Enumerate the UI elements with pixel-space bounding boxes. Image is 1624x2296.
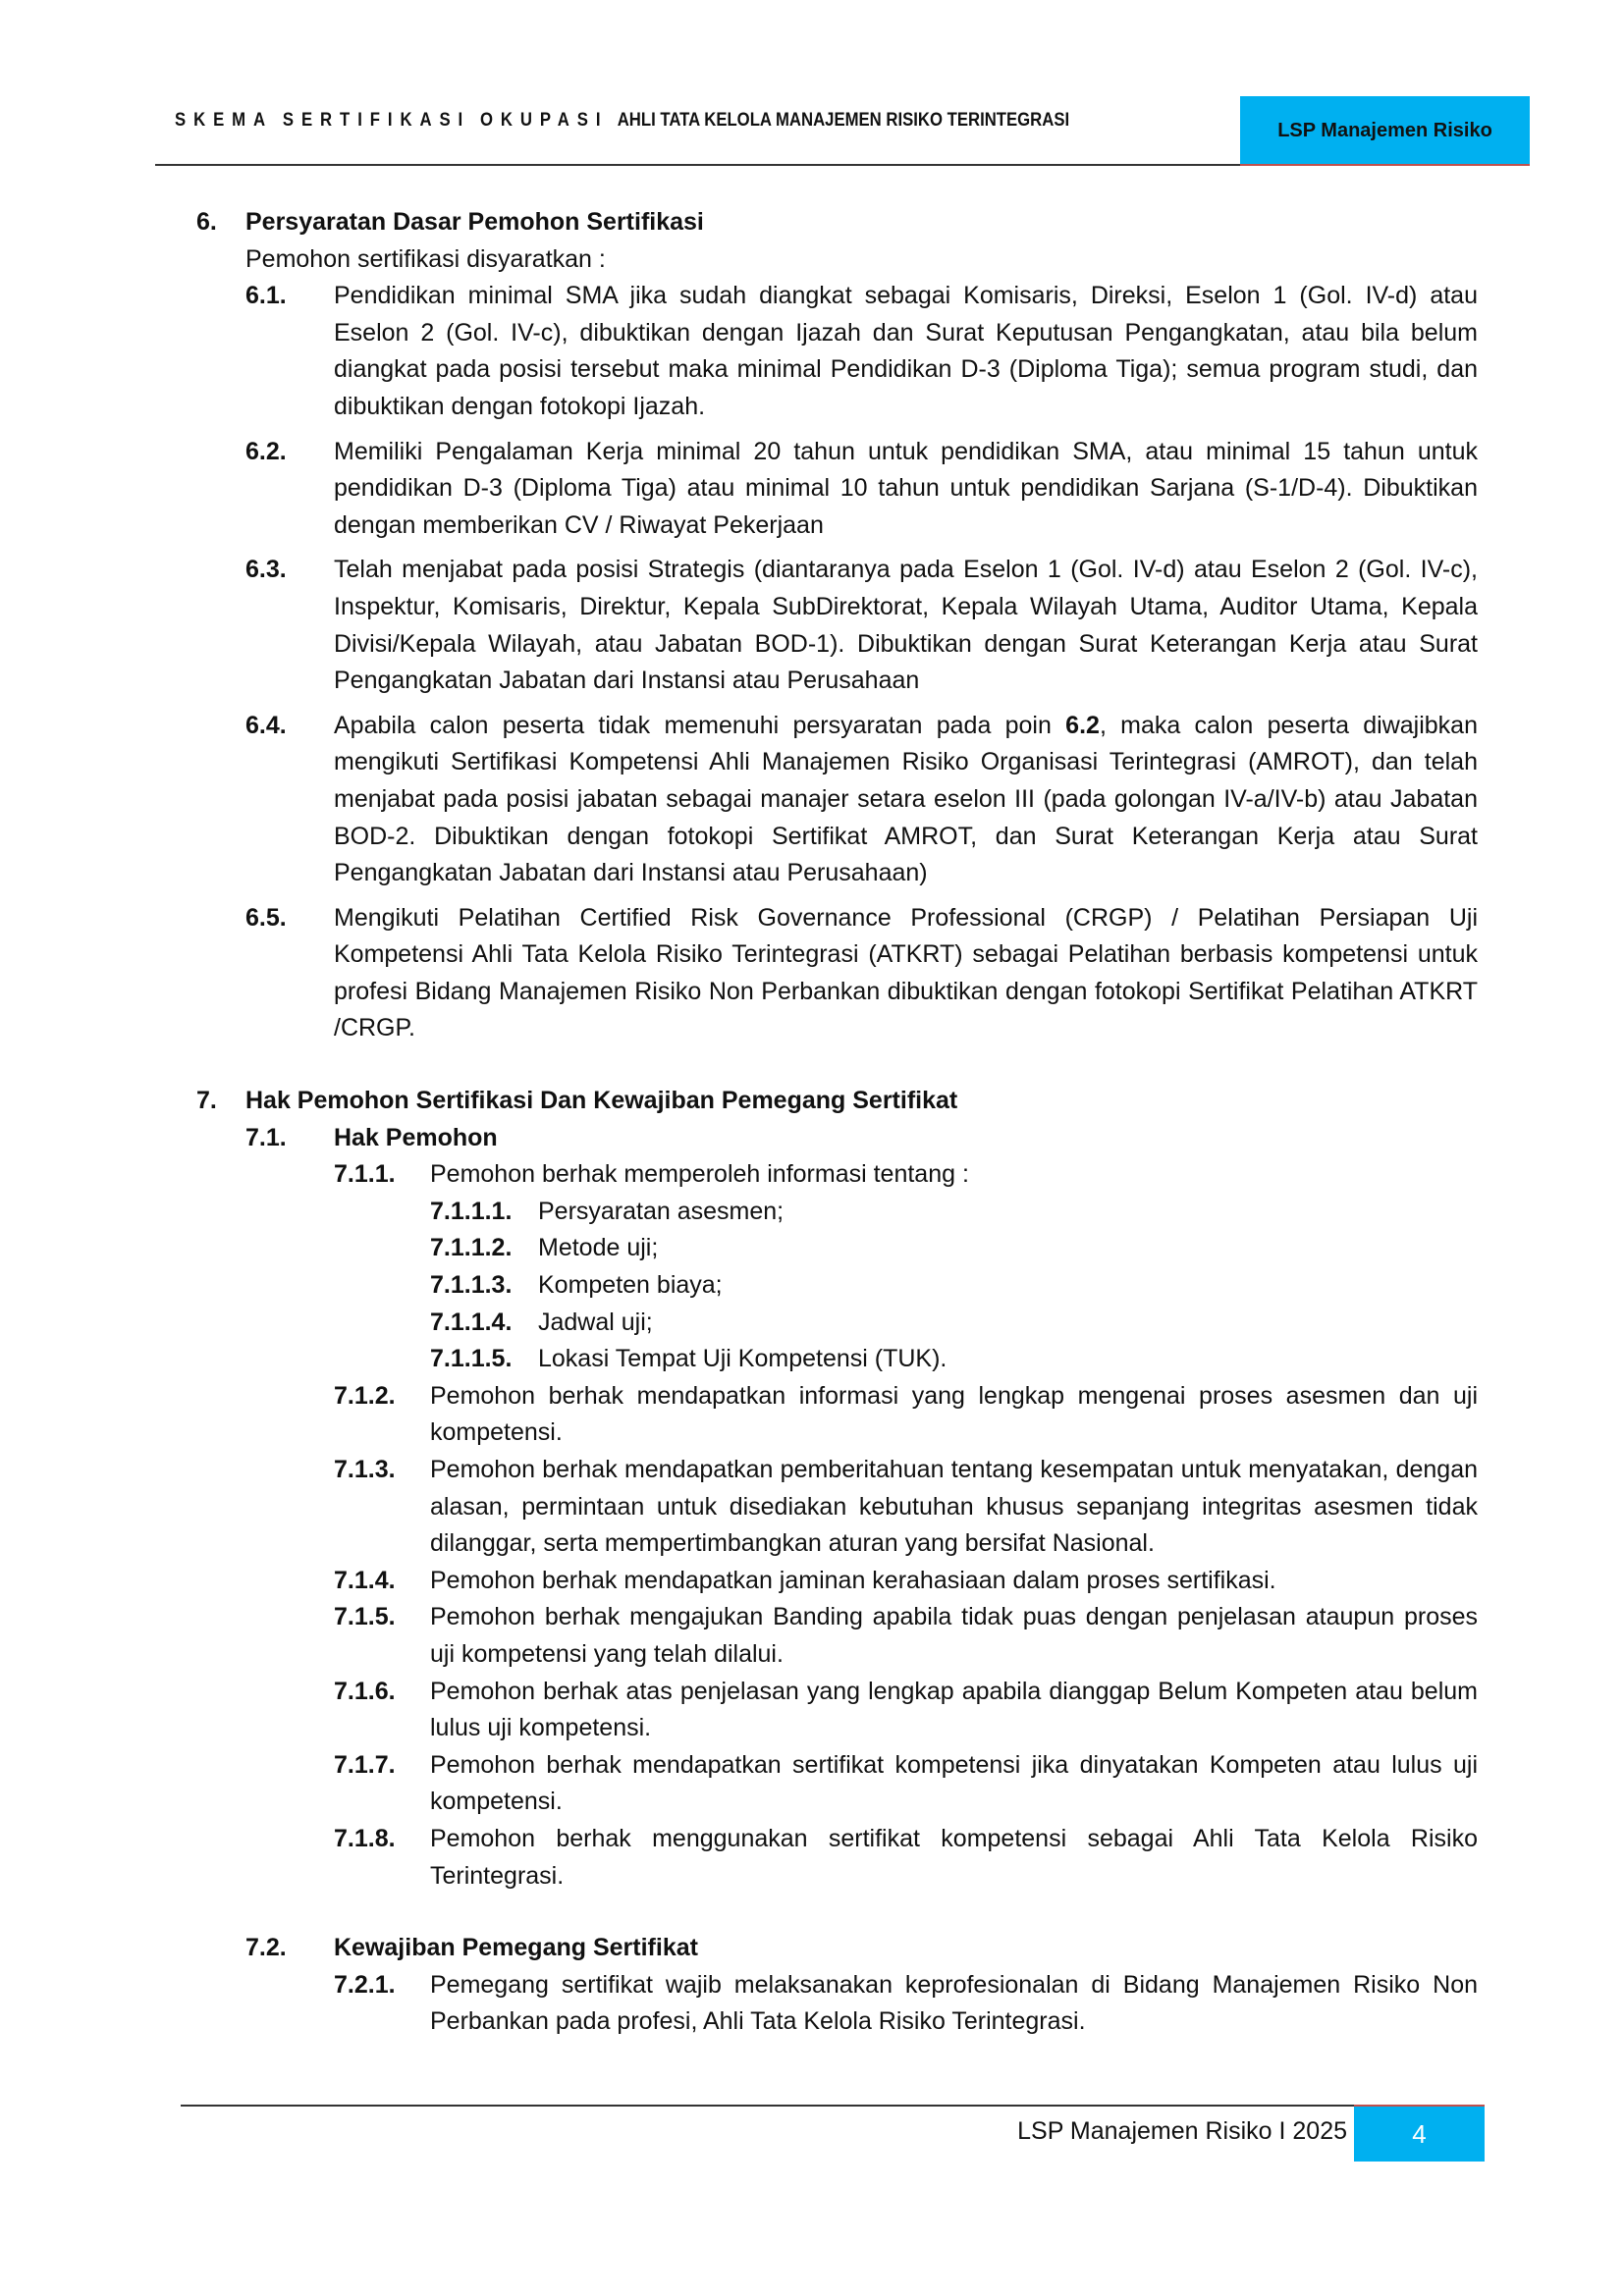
header-word-okupasi: OKUPASI [480, 110, 609, 131]
list-item-6-2 [0, 434, 1624, 545]
subitem-text: Lokasi Tempat Uji Kompetensi (TUK). [538, 1345, 947, 1373]
item-text: Mengikuti Pelatihan Certified Risk Governance Professional (CRGP) / Pelatihan Persiapan Uji Kompetensi Ahli Tata Kelola Risiko Terintegrasi (ATKRT) sebagai Pelatihan berbasis kompetensi untuk profesi Bidang Manajemen Risiko Non Perbankan dibuktikan dengan fotokopi Sertifikat Pelatihan ATKRT /CRGP. [334, 903, 1478, 1042]
subsection-title: Kewajiban Pemegang Sertifikat [334, 1934, 698, 1962]
footer-label: LSP Manajemen Risiko I 2025 [1017, 2117, 1347, 2145]
subitem-number: 7.1.1.5. [430, 1345, 513, 1373]
item-number: 6.3. [245, 556, 287, 584]
subitem-number: 7.1.1.1. [430, 1197, 513, 1225]
list-subitem-7-1-1-2 [0, 1230, 1624, 1267]
list-item-7-2-1 [0, 1967, 1624, 2041]
item-text: Pemohon berhak mendapatkan pemberitahuan tentang kesempatan untuk menyatakan, dengan alasan, permintaan untuk disediakan kebutuhan khusus sepanjang integritas asesmen tidak dilanggar, serta mempertimbangkan aturan yang bersifat Nasional. [430, 1456, 1478, 1558]
item-text: Memiliki Pengalaman Kerja minimal 20 tahun untuk pendidikan SMA, atau minimal 15 tahun untuk pendidikan D-3 (Diploma Tiga) atau minimal 10 tahun untuk pendidikan Sarjana (S-1/D-4). Dibuktikan dengan memberikan CV / Riwayat Pekerjaan [334, 437, 1478, 539]
subitem-number: 7.1.1.2. [430, 1234, 513, 1262]
subitem-text: Metode uji; [538, 1234, 659, 1262]
section-title: Hak Pemohon Sertifikasi Dan Kewajiban Pemegang Sertifikat [245, 1087, 958, 1115]
list-item-6-4 [0, 708, 1624, 892]
running-header-title [175, 110, 1069, 132]
item-text: Pemohon berhak mengajukan Banding apabila tidak puas dengan penjelasan ataupun proses uji kompetensi yang telah dilalui. [430, 1603, 1478, 1668]
page-number-badge [1354, 2107, 1485, 2162]
item-text [334, 708, 1478, 892]
item-text: Pendidikan minimal SMA jika sudah diangkat sebagai Komisaris, Direksi, Eselon 1 (Gol. IV-d) atau Eselon 2 (Gol. IV-c), dibuktikan dengan Ijazah dan Surat Keputusan Pengangkatan, atau bila belum diangkat pada posisi tersebut maka minimal Pendidikan D-3 (Diploma Tiga); semua program studi, dan dibuktikan dengan fotokopi Ijazah. [334, 282, 1478, 420]
item-text: Pemohon berhak atas penjelasan yang lengkap apabila dianggap Belum Kompeten atau belum lulus uji kompetensi. [430, 1677, 1478, 1742]
item-text: Pemohon berhak memperoleh informasi tentang : [430, 1160, 969, 1189]
item-number: 6.1. [245, 282, 287, 310]
header-divider [155, 164, 1240, 166]
list-subitem-7-1-1-5 [0, 1341, 1624, 1378]
subitem-text: Kompeten biaya; [538, 1271, 723, 1300]
item-number: 6.5. [245, 903, 287, 932]
item-reference: 6.2 [1065, 711, 1100, 739]
section-number: 6. [196, 208, 217, 236]
subitem-number: 7.1.1.3. [430, 1271, 513, 1300]
section-6-heading [0, 204, 1624, 241]
item-number: 7.1.5. [334, 1603, 396, 1631]
section-6-intro: Pemohon sertifikasi disyaratkan : [245, 244, 606, 273]
item-text: Pemohon berhak mendapatkan jaminan kerahasiaan dalam proses sertifikasi. [430, 1566, 1276, 1594]
subitem-number: 7.1.1.4. [430, 1308, 513, 1336]
section-title: Persyaratan Dasar Pemohon Sertifikasi [245, 208, 704, 236]
list-subitem-7-1-1-1 [0, 1194, 1624, 1231]
item-text-part: , maka calon peserta diwajibkan mengikuti Sertifikasi Kompetensi Ahli Manajemen Risiko Organisasi Terintegrasi (AMROT), dan telah menjabat pada posisi jabatan sebagai manajer setara eselon III (pada golongan IV-a/IV-b) atau Jabatan BOD-2. Dibuktikan dengan fotokopi Sertifikat AMROT, dan Surat Keterangan Kerja atau Surat Pengangkatan Jabatan dari Instansi atau Perusahaan) [334, 711, 1478, 887]
list-item-7-1-5 [0, 1599, 1624, 1673]
page-number: 4 [1412, 2118, 1427, 2149]
list-item-7-1-4 [0, 1563, 1624, 1600]
section-7-heading [0, 1083, 1624, 1120]
item-number: 7.1.1. [334, 1160, 396, 1189]
item-text: Pemohon berhak mendapatkan sertifikat kompetensi jika dinyatakan Kompeten atau lulus uji kompetensi. [430, 1750, 1478, 1816]
item-number: 6.2. [245, 437, 287, 465]
subitem-text: Jadwal uji; [538, 1308, 653, 1336]
item-text-part: Apabila calon peserta tidak memenuhi persyaratan pada poin [334, 711, 1066, 739]
item-text: Pemegang sertifikat wajib melaksanakan keprofesionalan di Bidang Manajemen Risiko Non Perbankan pada profesi, Ahli Tata Kelola Risiko Terintegrasi. [430, 1970, 1478, 2036]
list-item-7-1-7 [0, 1747, 1624, 1821]
item-number: 7.1.4. [334, 1566, 396, 1594]
subsection-7-2-heading [0, 1930, 1624, 1967]
item-number: 7.1.6. [334, 1677, 396, 1705]
page-content [0, 204, 1624, 2041]
header-word-skema: SKEMA [175, 110, 273, 131]
header-badge-label: LSP Manajemen Risiko [1277, 119, 1492, 141]
header-word-sertifikasi: SERTIFIKASI [282, 110, 471, 131]
list-subitem-7-1-1-4 [0, 1305, 1624, 1342]
subitem-text: Persyaratan asesmen; [538, 1197, 785, 1225]
item-text: Pemohon berhak menggunakan sertifikat kompetensi sebagai Ahli Tata Kelola Risiko Terintegrasi. [430, 1824, 1478, 1890]
item-number: 6.4. [245, 711, 287, 739]
item-text: Telah menjabat pada posisi Strategis (diantaranya pada Eselon 1 (Gol. IV-d) atau Eselon 2 (Gol. IV-c), Inspektur, Komisaris, Direktur, Kepala SubDirektorat, Kepala Wilayah Utama, Auditor Utama, Kepala Divisi/Kepala Wilayah, atau Jabatan BOD-1). Dibuktikan dengan Surat Keterangan Kerja atau Surat Pengangkatan Jabatan dari Instansi atau Perusahaan [334, 556, 1478, 695]
item-number: 7.1.2. [334, 1381, 396, 1410]
list-item-7-1-3 [0, 1452, 1624, 1563]
item-number: 7.1.8. [334, 1824, 396, 1852]
header-badge [1240, 96, 1530, 165]
list-item-6-5 [0, 900, 1624, 1047]
list-item-7-1-6 [0, 1674, 1624, 1747]
subsection-number: 7.2. [245, 1934, 287, 1962]
section-number: 7. [196, 1087, 217, 1115]
subsection-7-1-heading [0, 1120, 1624, 1157]
item-number: 7.2.1. [334, 1970, 396, 1999]
header-divider-accent [1240, 164, 1530, 166]
list-item-7-1-1 [0, 1156, 1624, 1194]
list-item-7-1-2 [0, 1378, 1624, 1452]
subsection-number: 7.1. [245, 1123, 287, 1151]
list-item-6-3 [0, 552, 1624, 699]
item-text: Pemohon berhak mendapatkan informasi yang lengkap mengenai proses asesmen dan uji kompetensi. [430, 1381, 1478, 1447]
item-number: 7.1.3. [334, 1456, 396, 1483]
subsection-title: Hak Pemohon [334, 1123, 498, 1151]
list-item-6-1 [0, 278, 1624, 425]
list-subitem-7-1-1-3 [0, 1267, 1624, 1305]
header-scheme-name: AHLI TATA KELOLA MANAJEMEN RISIKO TERINTEGRASI [617, 110, 1070, 131]
item-number: 7.1.7. [334, 1750, 396, 1779]
footer-divider [181, 2105, 1354, 2107]
list-item-7-1-8 [0, 1821, 1624, 1895]
